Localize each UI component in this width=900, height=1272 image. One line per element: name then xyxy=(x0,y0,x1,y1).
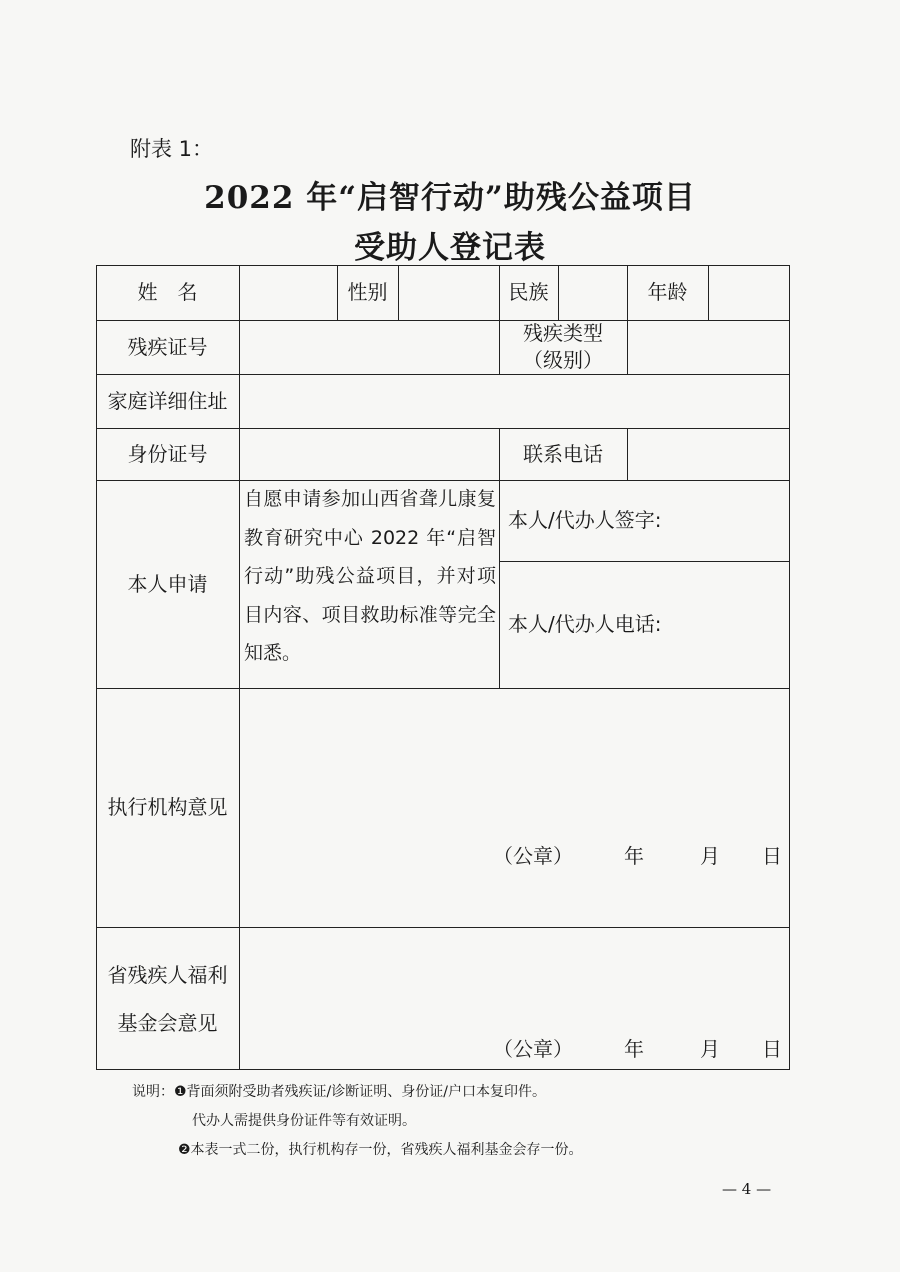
disability-type-text: 残疾类型 xyxy=(523,321,603,345)
input-disability-type[interactable] xyxy=(627,320,790,374)
label-signature[interactable]: 本人/代办人签字: xyxy=(508,508,662,532)
day-label: 日 xyxy=(762,844,782,868)
label-disability-cert: 残疾证号 xyxy=(127,334,208,359)
note-2: ❷本表一式二份，执行机构存一份，省残疾人福利基金会存一份。 xyxy=(178,1142,583,1158)
seal-label: （公章） xyxy=(493,844,573,868)
label-executor-opinion: 执行机构意见 xyxy=(107,795,228,819)
input-phone[interactable] xyxy=(627,428,790,480)
label-address: 家庭详细住址 xyxy=(107,388,228,413)
application-statement: 自愿申请参加山西省聋儿康复教育研究中心 2022 年“启智行动”助残公益项目，并对项目内容、项目救助标准等完全知悉。 xyxy=(244,488,496,664)
notes-prefix: 说明： xyxy=(132,1084,174,1100)
input-disability-cert[interactable] xyxy=(239,320,499,374)
seal-label: （公章） xyxy=(493,1037,573,1061)
label-age: 年龄 xyxy=(647,280,688,304)
label-applicant-phone[interactable]: 本人/代办人电话: xyxy=(508,612,662,636)
foundation-line1: 省残疾人福利 xyxy=(107,962,228,987)
annex-label: 附表 1： xyxy=(130,137,214,161)
label-gender: 性别 xyxy=(347,280,388,304)
disability-level-text: （级别） xyxy=(523,348,603,372)
input-name[interactable] xyxy=(239,265,337,320)
label-foundation-opinion xyxy=(96,927,239,1070)
input-age[interactable] xyxy=(708,265,790,320)
foundation-line2: 基金会意见 xyxy=(117,1010,218,1035)
input-gender[interactable] xyxy=(398,265,499,320)
note-1: ❶背面须附受助者残疾证/诊断证明、身份证/户口本复印件。 xyxy=(174,1084,546,1100)
year-label: 年 xyxy=(624,844,644,868)
month-label: 月 xyxy=(700,1037,720,1061)
label-name: 姓 名 xyxy=(137,280,198,304)
page-number: — 4 — xyxy=(722,1180,772,1198)
input-id-number[interactable] xyxy=(239,428,499,480)
label-application: 本人申请 xyxy=(127,571,208,596)
input-ethnicity[interactable] xyxy=(558,265,627,320)
notes xyxy=(132,1078,583,1165)
label-disability-type xyxy=(499,320,627,374)
day-label: 日 xyxy=(762,1037,782,1061)
form-title-line1: 2022 年“启智行动”助残公益项目 xyxy=(204,180,696,216)
label-ethnicity: 民族 xyxy=(508,280,549,304)
month-label: 月 xyxy=(700,844,720,868)
col-divider xyxy=(499,480,500,688)
label-phone: 联系电话 xyxy=(523,441,603,466)
input-address[interactable] xyxy=(239,374,790,428)
input-executor-opinion[interactable] xyxy=(239,688,790,927)
note-1b: 代办人需提供身份证件等有效证明。 xyxy=(192,1113,416,1129)
label-id-number: 身份证号 xyxy=(127,441,208,466)
year-label: 年 xyxy=(624,1037,644,1061)
form-title-line2: 受助人登记表 xyxy=(354,230,546,266)
